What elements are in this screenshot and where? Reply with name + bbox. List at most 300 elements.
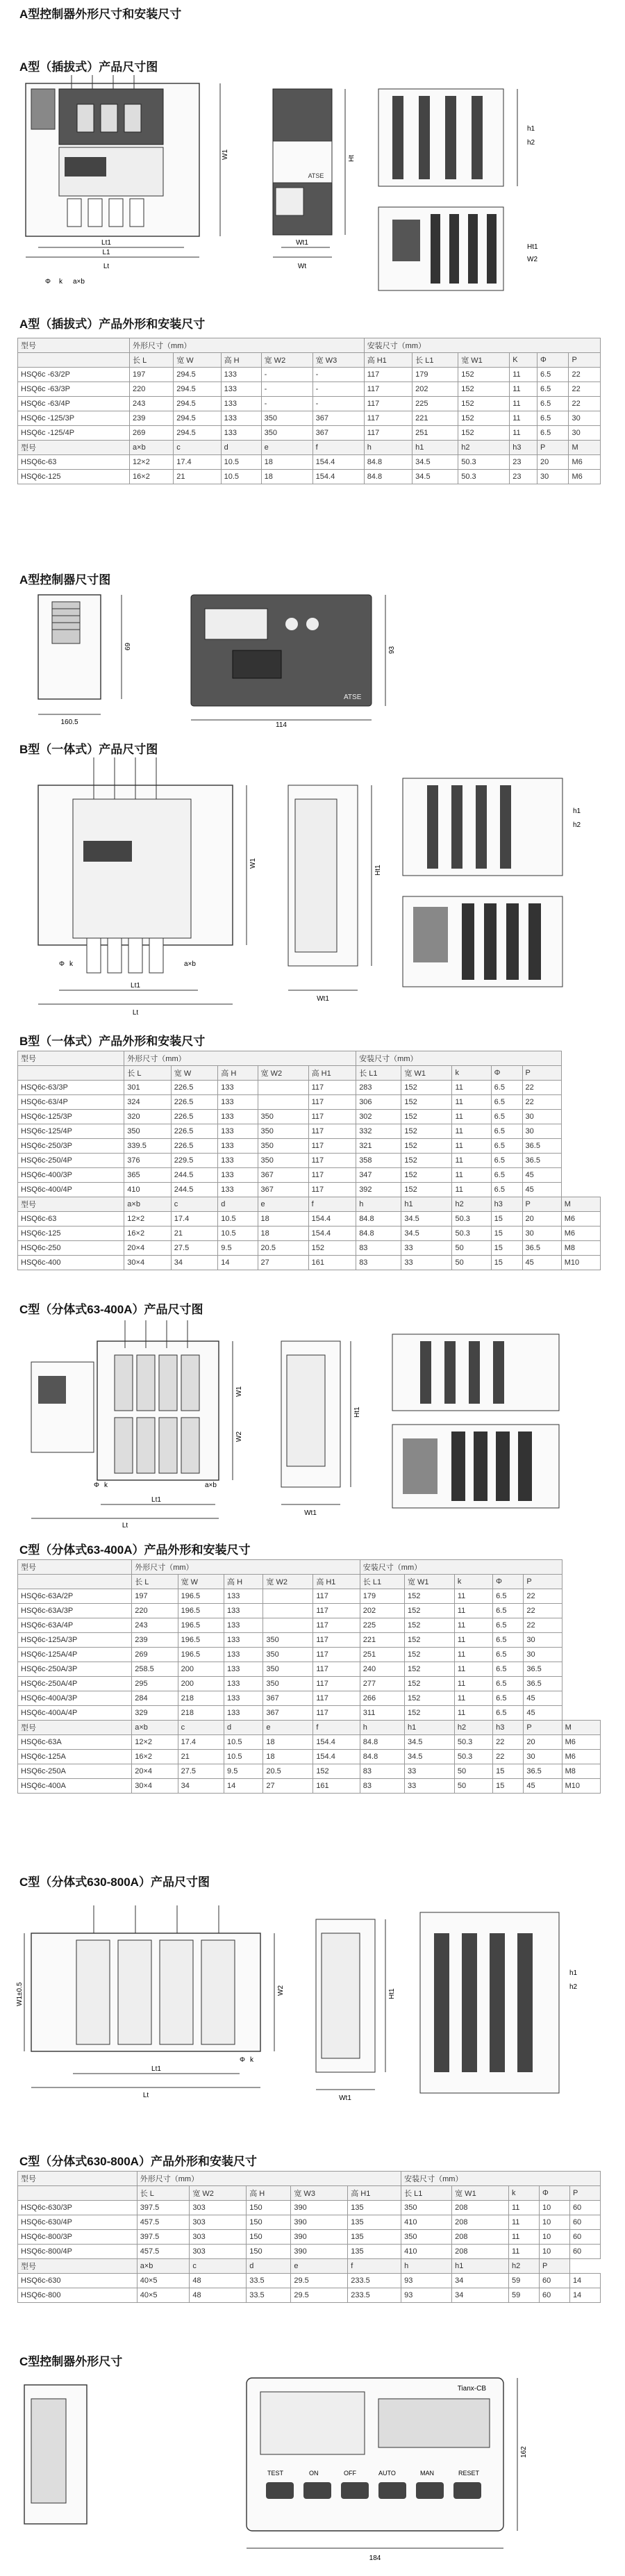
table-cell: 10.5 (221, 470, 261, 484)
table-cell: HSQ6c-800 (18, 2288, 138, 2303)
table-cell: 225 (412, 397, 458, 411)
table-cell: 196.5 (178, 1633, 224, 1648)
table-header-cell: 型号 (18, 1560, 132, 1575)
table-header-cell: h (356, 1197, 401, 1212)
table-cell: 17.4 (178, 1735, 224, 1750)
table-row (18, 1212, 601, 1227)
table-cell: 258.5 (132, 1662, 178, 1677)
table-header-cell: 长 L (137, 2186, 190, 2201)
table-cell: 133 (224, 1618, 263, 1633)
table-cell: 154.4 (313, 1750, 360, 1764)
table-row (18, 1764, 601, 1779)
table-header-cell: c (190, 2259, 247, 2274)
table-cell: 6.5 (493, 1589, 524, 1604)
table-header-cell: 外形尺寸（mm） (130, 338, 365, 353)
table-cell: 367 (263, 1691, 313, 1706)
label-Lt1-b: Lt1 (131, 982, 140, 990)
table-row (18, 426, 601, 441)
table-cell: 10.5 (221, 455, 261, 470)
table-cell: - (261, 382, 312, 397)
label-ctrl-69: 69 (124, 642, 132, 650)
table-cell: M8 (561, 1241, 600, 1256)
table-cell: 23 (510, 470, 538, 484)
table-cell: 152 (404, 1604, 454, 1618)
table-row (18, 455, 601, 470)
table-column-header (18, 2186, 601, 2201)
table-header-cell: h (364, 441, 412, 455)
table-header-cell: e (291, 2259, 348, 2274)
label-h1-a: h1 (527, 125, 535, 133)
table-cell: 295 (132, 1677, 178, 1691)
table-cell: 11 (509, 2215, 540, 2230)
table-header-cell: h (360, 1721, 404, 1735)
label-W1-b: W1 (249, 858, 257, 869)
title-b-product-drawing: B型（一体式）产品尺寸图 (19, 743, 158, 756)
table-cell: 20.5 (263, 1764, 313, 1779)
table-cell: - (312, 368, 364, 382)
table-cell: 117 (308, 1110, 356, 1124)
table-row (18, 1648, 601, 1662)
table-cell: 239 (130, 411, 174, 426)
table-cell: 6.5 (493, 1604, 524, 1618)
table-cell: 45 (522, 1256, 561, 1270)
label-h2-b: h2 (573, 821, 581, 829)
table-cell: 30 (569, 411, 601, 426)
label-W2-c1: W2 (235, 1431, 243, 1442)
table-cell: 117 (308, 1124, 356, 1139)
table-cell: 154.4 (312, 470, 364, 484)
table-cell: 60 (569, 2230, 600, 2245)
table-header-cell: 长 L1 (412, 353, 458, 368)
table-cell: 14 (569, 2288, 600, 2303)
table-header-cell: 型号 (18, 338, 130, 353)
table-cell: 133 (218, 1139, 258, 1154)
table-cell: 34 (452, 2288, 509, 2303)
table-cell: HSQ6c-250 (18, 1241, 124, 1256)
title-a-product-table: A型（插拔式）产品外形和安装尺寸 (19, 318, 206, 331)
table-header-cell: h2 (458, 441, 510, 455)
table-header-cell: 宽 W (171, 1066, 217, 1081)
table-cell: 33 (401, 1241, 452, 1256)
table-header-cell: 长 L1 (401, 2186, 452, 2201)
table-cell: 60 (539, 2288, 569, 2303)
table-cell: 152 (401, 1139, 452, 1154)
table-cell: 221 (412, 411, 458, 426)
table-header-cell: 安装尺寸（mm） (356, 1051, 562, 1066)
table-column-header (18, 441, 601, 455)
table-cell: 133 (221, 397, 261, 411)
table-cell: 83 (360, 1779, 404, 1794)
table-cell: 15 (491, 1256, 522, 1270)
table-cell: 457.5 (137, 2215, 190, 2230)
table-cell: 117 (308, 1154, 356, 1168)
label-phi-c1: Φ (94, 1482, 99, 1489)
table-header-cell: h2 (509, 2259, 540, 2274)
table-header-cell: f (308, 1197, 356, 1212)
label-Lt1: Lt1 (101, 239, 111, 247)
table-cell: 350 (401, 2230, 452, 2245)
table-cell: 133 (224, 1589, 263, 1604)
table-cell: 83 (360, 1764, 404, 1779)
table-header-cell: k (509, 2186, 540, 2201)
table-cell: 367 (312, 426, 364, 441)
table-cell: 20×4 (132, 1764, 178, 1779)
table-cell: 15 (493, 1764, 524, 1779)
table-cell: 226.5 (171, 1110, 217, 1124)
table-cell: 350 (263, 1633, 313, 1648)
table-cell: 22 (493, 1750, 524, 1764)
table-header-cell: h1 (412, 441, 458, 455)
table-cell: 11 (452, 1139, 491, 1154)
table-cell: 410 (124, 1183, 171, 1197)
label-auto: AUTO (378, 2470, 396, 2477)
label-c-ctrl-184: 184 (369, 2554, 381, 2562)
table-cell: 117 (308, 1183, 356, 1197)
table-cell: 152 (458, 411, 510, 426)
table-row (18, 470, 601, 484)
table-header-cell: e (258, 1197, 308, 1212)
table-cell: 133 (224, 1648, 263, 1662)
table-cell: 152 (401, 1081, 452, 1095)
table-cell: 84.8 (360, 1750, 404, 1764)
table-cell: 84.8 (356, 1227, 401, 1241)
label-axb-c1: a×b (205, 1482, 217, 1489)
table-cell: 11 (454, 1589, 492, 1604)
table-row (18, 411, 601, 426)
table-cell: 133 (218, 1168, 258, 1183)
table-cell: HSQ6c -63/4P (18, 397, 130, 411)
table-cell: 152 (404, 1648, 454, 1662)
table-row (18, 1139, 601, 1154)
table-cell: 40×5 (137, 2274, 190, 2288)
table-row (18, 1154, 601, 1168)
table-header-cell: 高 H1 (313, 1575, 360, 1589)
table-cell: 161 (308, 1256, 356, 1270)
table-cell: 135 (348, 2215, 401, 2230)
table-cell: 10 (539, 2245, 569, 2259)
table-cell: 45 (524, 1779, 562, 1794)
label-Wt1-c1: Wt1 (304, 1509, 317, 1517)
table-cell: 284 (132, 1691, 178, 1706)
label-h1-b: h1 (573, 807, 581, 815)
table-cell: 20 (524, 1735, 562, 1750)
table-cell: 196.5 (178, 1648, 224, 1662)
table-cell: 457.5 (137, 2245, 190, 2259)
table-header-cell: k (452, 1066, 491, 1081)
table-cell: 11 (454, 1677, 492, 1691)
table-cell: 20×4 (124, 1241, 171, 1256)
table-header-cell: 外形尺寸（mm） (124, 1051, 356, 1066)
table-cell: 196.5 (178, 1589, 224, 1604)
table-group-header (18, 1051, 601, 1066)
table-cell: 339.5 (124, 1139, 171, 1154)
table-cell: 45 (522, 1183, 561, 1197)
table-cell: 10 (539, 2215, 569, 2230)
table-cell: M6 (561, 1212, 600, 1227)
table-cell: 202 (360, 1604, 404, 1618)
table-cell: 34.5 (401, 1212, 452, 1227)
table-group-header (18, 2172, 601, 2186)
table-cell: 16×2 (124, 1227, 171, 1241)
table-header-cell: d (224, 1721, 263, 1735)
table-header-cell: 宽 W1 (401, 1066, 452, 1081)
table-cell: 133 (221, 426, 261, 441)
table-header-cell: M (569, 441, 601, 455)
table-cell: 133 (218, 1095, 258, 1110)
table-header-cell: 型号 (18, 1051, 124, 1066)
label-reset: RESET (458, 2470, 480, 2477)
table-cell: 16×2 (130, 470, 174, 484)
table-cell: 294.5 (174, 397, 221, 411)
table-cell: 197 (130, 368, 174, 382)
table-cell (263, 1589, 313, 1604)
table-cell: 48 (190, 2288, 247, 2303)
label-Lt1-c2: Lt1 (151, 2065, 161, 2073)
label-h1-c2: h1 (569, 1969, 578, 1977)
label-W2-c2: W2 (277, 1985, 285, 1996)
table-cell: 150 (247, 2215, 291, 2230)
table-cell: 48 (190, 2274, 247, 2288)
table-header-cell: P (524, 1721, 562, 1735)
label-man: MAN (420, 2470, 434, 2477)
c2-type-product-drawing (17, 1892, 601, 2142)
label-L1: L1 (102, 249, 110, 256)
table-cell: 11 (454, 1691, 492, 1706)
a-controller-drawing (17, 588, 587, 727)
table-cell: HSQ6c-125A/3P (18, 1633, 132, 1648)
table-cell: 15 (491, 1227, 522, 1241)
label-Wt: Wt (297, 263, 307, 270)
table-cell: HSQ6c-125 (18, 470, 130, 484)
label-Lt-c2: Lt (142, 2092, 149, 2099)
table-cell: 17.4 (174, 455, 221, 470)
title-b-product-table: B型（一体式）产品外形和安装尺寸 (19, 1035, 206, 1048)
table-cell: 34 (452, 2274, 509, 2288)
table-row (18, 1095, 601, 1110)
table-cell: 117 (364, 411, 412, 426)
table-cell: 6.5 (491, 1168, 522, 1183)
a-type-product-drawing (17, 75, 601, 304)
table-cell: M8 (562, 1764, 600, 1779)
table-header-cell: 宽 W1 (404, 1575, 454, 1589)
table-cell: 10 (539, 2230, 569, 2245)
table-cell: 306 (356, 1095, 401, 1110)
table-row (18, 1124, 601, 1139)
table-cell: 84.8 (364, 455, 412, 470)
table-cell: 154.4 (308, 1212, 356, 1227)
title-c1-product-drawing: C型（分体式63-400A）产品尺寸图 (19, 1303, 203, 1316)
table-cell: 117 (308, 1139, 356, 1154)
table-header-cell: P (522, 1197, 561, 1212)
table-row (18, 368, 601, 382)
table-cell: 22 (493, 1735, 524, 1750)
table-row (18, 2201, 601, 2215)
table-cell: 220 (130, 382, 174, 397)
table-cell: HSQ6c-63A/2P (18, 1589, 132, 1604)
table-cell: 294.5 (174, 368, 221, 382)
table-cell: 36.5 (522, 1139, 561, 1154)
table-cell: HSQ6c-250A/3P (18, 1662, 132, 1677)
table-cell: 22 (524, 1618, 562, 1633)
table-cell: 11 (452, 1168, 491, 1183)
table-cell: 117 (364, 397, 412, 411)
table-cell: HSQ6c-250A/4P (18, 1677, 132, 1691)
table-cell: 12×2 (132, 1735, 178, 1750)
table-cell: HSQ6c-63 (18, 455, 130, 470)
label-axb-a: a×b (73, 278, 85, 286)
table-row (18, 1618, 601, 1633)
table-header-cell: P (569, 2186, 600, 2201)
table-cell: 117 (313, 1589, 360, 1604)
label-atse-ctrl: ATSE (344, 694, 362, 701)
table-cell: 135 (348, 2245, 401, 2259)
table-cell: 60 (539, 2274, 569, 2288)
table-cell: 152 (458, 368, 510, 382)
table-cell: 303 (190, 2245, 247, 2259)
table-header-cell: e (261, 441, 312, 455)
table-cell: 150 (247, 2245, 291, 2259)
table-header-cell: 型号 (18, 2259, 138, 2274)
table-header-cell: f (313, 1721, 360, 1735)
table-cell: 320 (124, 1110, 171, 1124)
table-cell: 6.5 (493, 1691, 524, 1706)
table-cell: 133 (221, 382, 261, 397)
table-cell: 150 (247, 2201, 291, 2215)
table-cell: 152 (458, 397, 510, 411)
table-cell: 6.5 (493, 1662, 524, 1677)
table-cell: 269 (132, 1648, 178, 1662)
table-header-cell: Φ (493, 1575, 524, 1589)
label-phi-c2: Φ (240, 2056, 245, 2064)
table-cell: 21 (174, 470, 221, 484)
table-cell (258, 1081, 308, 1095)
table-cell: 133 (218, 1110, 258, 1124)
table-cell: 152 (401, 1168, 452, 1183)
table-header-cell: a×b (132, 1721, 178, 1735)
table-cell: 11 (454, 1662, 492, 1677)
label-test: TEST (267, 2470, 284, 2477)
table-row (18, 1677, 601, 1691)
table-cell: HSQ6c-400A/4P (18, 1706, 132, 1721)
table-header-cell: 高 H1 (364, 353, 412, 368)
label-c-ctrl-162: 162 (520, 2446, 528, 2458)
table-cell: 350 (261, 411, 312, 426)
table-header-cell: Φ (539, 2186, 569, 2201)
table-cell: HSQ6c-800/4P (18, 2245, 138, 2259)
table-column-header (18, 1721, 601, 1735)
label-Lt1-c1: Lt1 (151, 1496, 161, 1504)
table-cell: 93 (401, 2274, 452, 2288)
table-column-header (18, 1575, 601, 1589)
table-b-type-dimensions (17, 1051, 601, 1270)
table-cell: 22 (569, 382, 601, 397)
table-header-cell: 高 H (218, 1066, 258, 1081)
table-cell: 133 (224, 1677, 263, 1691)
table-cell: 133 (218, 1183, 258, 1197)
table-header-cell: k (454, 1575, 492, 1589)
table-cell: 226.5 (171, 1124, 217, 1139)
table-cell: 117 (313, 1633, 360, 1648)
table-row (18, 1589, 601, 1604)
c-controller-drawing (17, 2371, 601, 2573)
table-cell: 84.8 (364, 470, 412, 484)
table-cell: 6.5 (491, 1183, 522, 1197)
table-row (18, 1183, 601, 1197)
table-cell: 390 (291, 2215, 348, 2230)
table-cell: 84.8 (356, 1212, 401, 1227)
table-cell: 11 (452, 1183, 491, 1197)
table-cell: 133 (218, 1154, 258, 1168)
table-header-cell: P (569, 353, 601, 368)
table-header-cell: P (539, 2259, 569, 2274)
table-cell: 33.5 (247, 2274, 291, 2288)
table-cell: 18 (263, 1750, 313, 1764)
table-cell: 6.5 (538, 411, 569, 426)
table-header-cell: 外形尺寸（mm） (132, 1560, 360, 1575)
table-cell: 22 (524, 1604, 562, 1618)
label-on: ON (309, 2470, 319, 2477)
table-cell: 11 (510, 368, 538, 382)
table-cell: 34.5 (404, 1750, 454, 1764)
table-cell: 11 (452, 1095, 491, 1110)
table-cell: 200 (178, 1662, 224, 1677)
table-header-cell: h3 (491, 1197, 522, 1212)
table-cell: 266 (360, 1691, 404, 1706)
table-cell: 6.5 (538, 397, 569, 411)
table-row (18, 1706, 601, 1721)
title-a-controller-drawing: A型控制器尺寸图 (19, 573, 111, 586)
table-cell: 233.5 (348, 2288, 401, 2303)
table-cell: 11 (509, 2230, 540, 2245)
table-cell: 11 (510, 382, 538, 397)
table-cell: 50.3 (452, 1227, 491, 1241)
table-cell: 152 (404, 1706, 454, 1721)
table-cell: 239 (132, 1633, 178, 1648)
table-cell: 229.5 (171, 1154, 217, 1168)
table-header-cell: 安装尺寸（mm） (364, 338, 600, 353)
table-cell: 277 (360, 1677, 404, 1691)
table-cell: 11 (452, 1110, 491, 1124)
table-cell: 350 (401, 2201, 452, 2215)
table-cell: HSQ6c-63A (18, 1735, 132, 1750)
table-header-cell: 宽 W1 (458, 353, 510, 368)
label-Wt1: Wt1 (296, 239, 308, 247)
table-cell: 60 (569, 2245, 600, 2259)
table-header-cell: h3 (493, 1721, 524, 1735)
table-cell: 22 (522, 1095, 561, 1110)
table-cell: 244.5 (171, 1168, 217, 1183)
table-cell: 240 (360, 1662, 404, 1677)
label-brand: Tianx-CB (457, 2385, 486, 2393)
table-cell: 60 (569, 2201, 600, 2215)
table-cell: 6.5 (538, 382, 569, 397)
table-header-cell: a×b (137, 2259, 190, 2274)
table-cell: 347 (356, 1168, 401, 1183)
table-cell: 21 (178, 1750, 224, 1764)
table-cell: 152 (404, 1618, 454, 1633)
table-header-cell: Φ (491, 1066, 522, 1081)
table-cell: 150 (247, 2230, 291, 2245)
label-axb-b: a×b (184, 960, 196, 968)
table-cell: 30 (569, 426, 601, 441)
table-cell: 269 (130, 426, 174, 441)
table-cell: 36.5 (522, 1241, 561, 1256)
table-cell: 196.5 (178, 1604, 224, 1618)
table-cell: 365 (124, 1168, 171, 1183)
label-Wt1-b: Wt1 (317, 995, 329, 1003)
table-header-cell: M (562, 1721, 600, 1735)
table-cell: 22 (569, 368, 601, 382)
